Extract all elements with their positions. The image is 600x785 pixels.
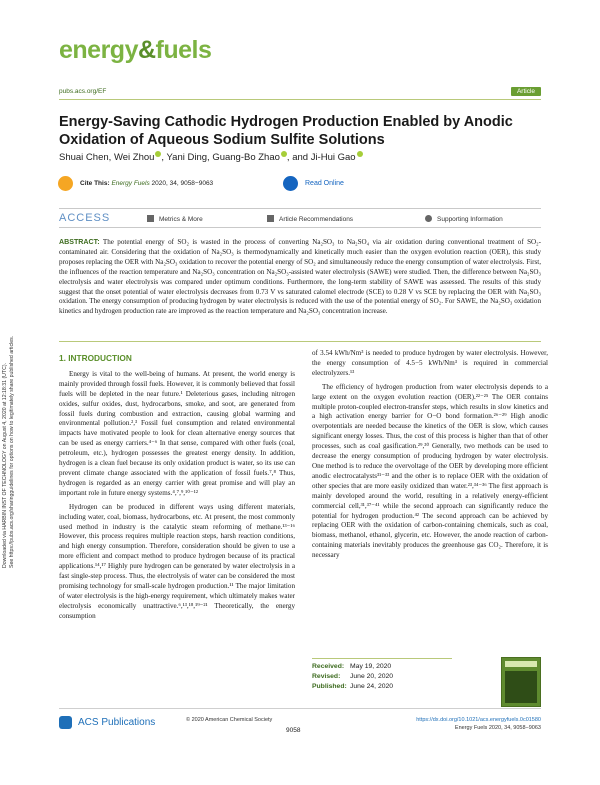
author-name[interactable]: Yani Ding [166, 152, 208, 163]
orcid-icon[interactable] [155, 151, 161, 157]
journal-cover-thumbnail[interactable] [501, 657, 541, 707]
cite-text [80, 180, 213, 187]
recommendations-button[interactable] [267, 215, 353, 223]
body-column-left [59, 349, 295, 626]
abstract [59, 238, 541, 317]
paragraph: Hydrogen can be produced in different ways using different materials, including water, coal, biomass, hydrocarbons, etc. At present, the most commonly used method in industry is the catalytic steam reforming of methane.¹³⁻¹⁶ However, this process requires multiple reaction steps, harsh reaction conditions, and high energy consumption. Therefore, consideration should be given to use a more efficient and compact method to produce hydrogen because of its practical applications.¹⁴,¹⁷ Highly pure hydrogen can be generated by water electrolysis in a fast single-step process. Thus, the electrolysis of water can be considered the most promising technology for small-scale hydrogen production.¹¹ The major limitation of water electrolysis is the high-energy requirement, which ultimately makes water electrolysis economically unattractive.⁶,¹³,¹⁸,¹⁹⁻²¹ Theoretically, the energy consumption [59, 502, 295, 620]
read-online-button[interactable] [283, 174, 375, 194]
journal-logo-part1: energy [59, 36, 138, 64]
footer-citation: Energy Fuels 2020, 34, 9058−9063 [454, 725, 541, 731]
received-date: May 19, 2020 [350, 663, 392, 670]
access-label: ACCESS [59, 212, 111, 224]
published-date-row [312, 682, 452, 692]
abstract-text: The potential energy of SO₂ is wasted in the process of converting Na₂SO₃ to Na₂SO₄ via air oxidation during conventional treatment of SO₂-contaminated air. Considering that the oxidation of Na₂SO₃ is thermodynamically and kinetically much easier than the oxygen evolution reaction (OER), this study proposes replacing the OER with Na₂SO₃ oxidation to recover the potential energy of SO₂ and simultaneously reduce the energy consumption of water electrolysis. First, the influences of the reaction temperature and Na₂SO₃ concentration on Na₂SO₃-assisted water electrolysis (SAWE) were studied. Then, the difference between Na₂SO₃ electrolysis and water electrolysis was compared under optimum conditions. Furthermore, the long-term stability of SAWE was assessed. The results of this study suggest that the onset potential of water electrolysis decreases from 0.73 V vs saturated calomel electrode (SCE) to 0.28 V vs SCE by replacing the OER with Na₂SO₃ oxidation. The energy consumption of producing hydrogen by water electrolysis is reduced with the use of the potential energy of SO₂. For SAWE, the Na₂SO₃ oxidation kinetics and hydrogen production rate are improved as the reaction temperature and Na₂SO₃ concentration increase. [59, 238, 541, 316]
paragraph: The efficiency of hydrogen production from water electrolysis depends to a large extent on the oxygen evolution reaction (OER).²²⁻²⁵ The OER contains multiple proton-coupled electron-transfer steps, which results in slow kinetics and a high activation energy barrier for O−O bond formation.²⁶⁻²⁹ High anodic overpotentials are needed because the kinetics of the OER is slow, which causes significant energy losses. Thus, the cost of this process is higher than that of other processes, such as coal gasification.²⁹,³⁰ Generally, two methods can be used to decrease the energy consumption of producing hydrogen by water electrolysis. One method is to reduce the overvoltage of the OER by developing more efficient anodic electrocatalysts³¹⁻³³ and the other is to replace OER with the oxidation of other species that are more easily oxidized than water.²³,³⁴⁻³⁶ The first approach is mainly developed around the world, resulting in a relatively energy-efficient commercial cell,³¹,³⁷⁻⁴¹ while the second approach can significantly reduce the potential for hydrogen production.⁴² The second approach can be achieved by replacing OER with the oxidation of carbon-containing chemicals, such as coal, biomass, methanol, ethanol, glycerin, etc. However, the anode reaction of carbon-containing materials inevitably produces the greenhouse gas CO₂. Therefore, it is necessary [312, 382, 548, 560]
metrics-label: Metrics & More [159, 216, 203, 223]
footer-divider [59, 708, 541, 709]
read-online-icon [283, 176, 298, 191]
journal-logo-part2: fuels [155, 36, 212, 64]
cover-image [505, 671, 537, 703]
author-name[interactable]: Guang-Bo Zhao [212, 152, 280, 163]
copyright: © 2020 American Chemical Society [186, 717, 273, 723]
supporting-info-button[interactable] [425, 215, 503, 223]
journal-logo-amp: & [137, 36, 156, 64]
acs-publisher-name: ACS Publications [78, 717, 156, 728]
body-column-right [312, 349, 548, 565]
quote-icon [58, 176, 73, 191]
cite-journal: Energy Fuels [111, 180, 150, 187]
received-label: Received: [312, 663, 345, 670]
author-list: Shuai Chen, Wei Zhou , Yani Ding, Guang-Bo Zhao , and Ji-Hui Gao [59, 151, 363, 163]
published-label: Published: [312, 683, 347, 690]
acs-publications-logo[interactable] [59, 715, 179, 733]
download-notice [2, 238, 24, 568]
revised-date: June 20, 2020 [350, 673, 394, 680]
author-name[interactable]: Wei Zhou [113, 152, 155, 163]
info-icon [425, 215, 432, 222]
bar-chart-icon [147, 215, 154, 222]
journal-url-link[interactable]: pubs.acs.org/EF [59, 88, 107, 95]
download-notice-line2: See https://pubs.acs.org/sharingguidelines for options on how to legitimately share published articles. [9, 335, 15, 568]
recommendations-label: Article Recommendations [279, 216, 354, 223]
received-date-row [312, 662, 452, 672]
section-heading: 1. INTRODUCTION [59, 353, 132, 363]
document-icon [267, 215, 274, 222]
revised-date-row [312, 672, 452, 682]
page-number: 9058 [286, 727, 301, 734]
access-bar [59, 208, 541, 228]
abstract-divider [59, 341, 541, 342]
doi-block [416, 716, 541, 732]
article-dates [312, 658, 452, 698]
orcid-icon[interactable] [357, 151, 363, 157]
published-date: June 24, 2020 [350, 683, 394, 690]
cover-title-band [505, 661, 537, 667]
revised-label: Revised: [312, 673, 341, 680]
cite-label: Cite This: [80, 180, 110, 187]
author-name[interactable]: Shuai Chen [59, 152, 109, 163]
journal-header-bar [59, 88, 541, 100]
metrics-button[interactable] [147, 215, 203, 223]
supporting-info-label: Supporting Information [437, 216, 503, 223]
cite-ref: 2020, 34, 9058−9063 [151, 180, 214, 187]
author-name[interactable]: and Ji-Hui Gao [292, 152, 356, 163]
abstract-label: ABSTRACT: [59, 238, 100, 246]
read-online-label: Read Online [305, 180, 344, 187]
acs-hexagon-icon [59, 716, 72, 729]
paragraph: of 3.54 kWh/Nm³ is needed to produce hydrogen by water electrolysis. However, the energy consumption of 4.5−5 kWh/Nm³ is required in commercial electrolyzers.¹³ [312, 349, 548, 377]
article-type-badge: Article [511, 87, 541, 96]
orcid-icon[interactable] [281, 151, 287, 157]
journal-logo[interactable] [59, 36, 211, 65]
paragraph: Energy is vital to the well-being of humans. At present, the world energy is mainly provided through fossil fuels. However, it is commonly believed that fossil fuels will be depleted in the near future.¹ Deleterious gases, including nitrogen oxides, sulfur oxides, dust, hydrocarbons, smoke, and soot, are generated from fossil fuels during combustion and extraction, causing global warming and environmental pollution.²,³ Fossil fuel consumption and related environmental impacts have motivated people to look for clean alternative energy sources that can be used as energy carriers.⁴⁻⁶ In that sense, compared with other fuels (coal, petroleum, etc.), hydrogen possesses the greatest energy density. In addition, hydrogen is a clean fuel because its only oxidation product is water, so its use can prevent climate change associated with the application of fossil fuels.⁷,⁸ Thus, hydrogen is regarded as an energy carrier with great promise and will play an important role in future energy systems.⁴,⁷,⁹,¹⁰⁻¹² [59, 369, 295, 497]
doi-link[interactable]: https://dx.doi.org/10.1021/acs.energyfuels.0c01580 [416, 717, 541, 723]
download-notice-line1: Downloaded via HARBIN INST OF TECHNOLOGY on August 4, 2020 at 12:18:31 (UTC). [2, 363, 8, 568]
article-title: Energy-Saving Cathodic Hydrogen Production Enabled by Anodic Oxidation of Aqueous Sodium Sulfite Solutions [59, 114, 513, 148]
